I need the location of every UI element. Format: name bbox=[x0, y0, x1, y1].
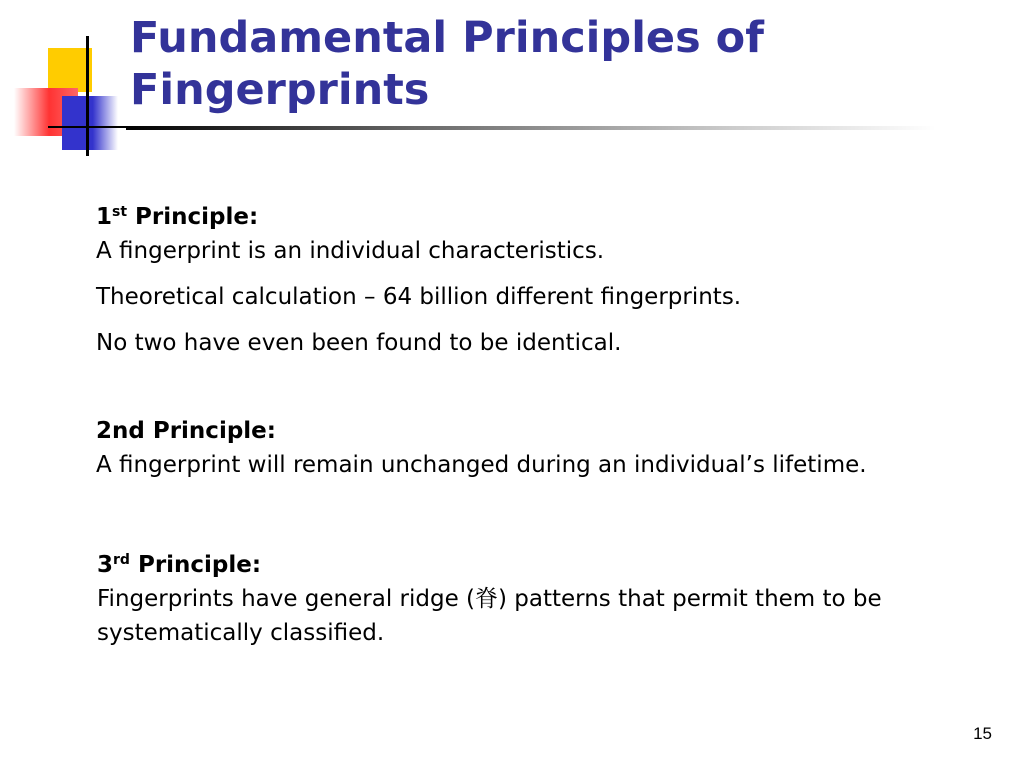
principle-2-number: 2nd bbox=[96, 418, 145, 444]
slide-title: Fundamental Principles of Fingerprints bbox=[130, 13, 764, 115]
principle-3-heading-label: Principle: bbox=[129, 552, 262, 578]
principle-1 bbox=[96, 200, 741, 360]
principle-1-line-2: Theoretical calculation – 64 billion different fingerprints. bbox=[96, 284, 742, 310]
principle-1-ordinal: st bbox=[112, 204, 128, 220]
principle-2 bbox=[96, 414, 867, 482]
title-underline-rule bbox=[126, 126, 936, 130]
principle-1-line-1: A fingerprint is an individual characteristics. bbox=[96, 238, 605, 264]
logo-blue-square bbox=[62, 96, 118, 150]
principle-2-line-1: A fingerprint will remain unchanged during an individual’s lifetime. bbox=[96, 452, 867, 478]
logo-horizontal-line bbox=[48, 126, 128, 128]
principle-1-line-3: No two have even been found to be identical. bbox=[96, 330, 622, 356]
principle-2-heading bbox=[96, 414, 867, 448]
principle-3-ordinal: rd bbox=[113, 552, 130, 568]
page-number: 15 bbox=[973, 724, 992, 743]
principle-3-heading bbox=[97, 548, 977, 582]
principle-2-heading-label: Principle: bbox=[144, 418, 276, 444]
principle-3-line-1: Fingerprints have general ridge (脊) patterns that permit them to be systematically classified. bbox=[97, 586, 882, 646]
principle-1-heading bbox=[96, 200, 741, 234]
logo-vertical-line bbox=[86, 36, 89, 156]
principle-3-number: 3 bbox=[97, 552, 114, 578]
principle-1-number: 1 bbox=[96, 204, 113, 230]
principle-1-heading-label: Principle: bbox=[127, 204, 259, 230]
principle-3 bbox=[97, 548, 977, 650]
